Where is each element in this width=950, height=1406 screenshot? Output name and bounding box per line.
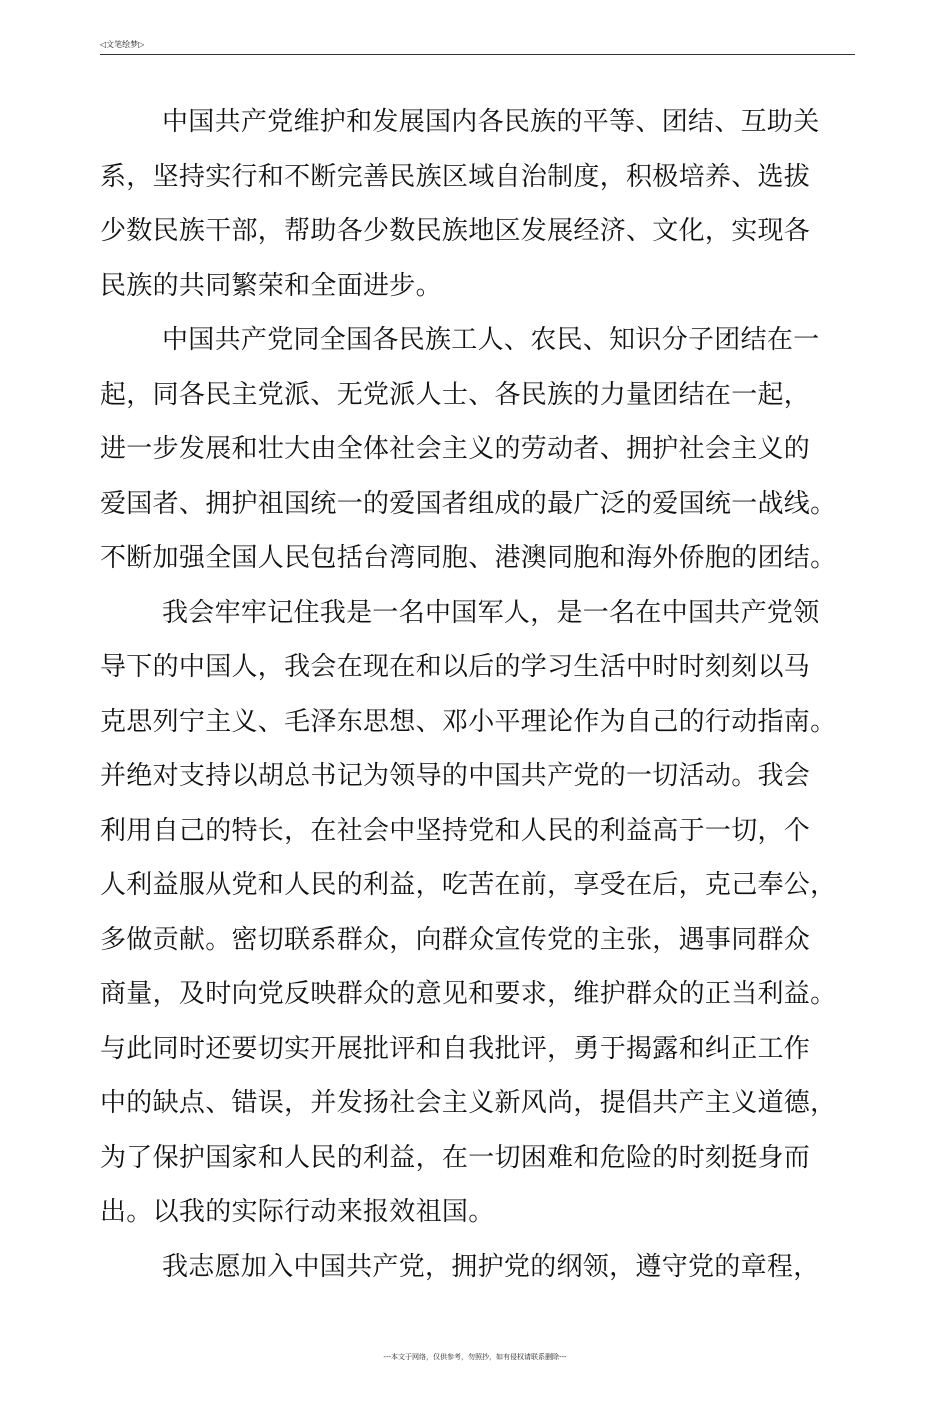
text-line: 并绝对支持以胡总书记为领导的中国共产党的一切活动。我会 <box>100 761 811 791</box>
footer-text: ---本文于网络，仅供参考，勿照抄，如有侵权请联系删除--- <box>383 1353 567 1361</box>
text-line: 人利益服从党和人民的利益，吃苦在前，享受在后，克己奉公， <box>100 870 837 900</box>
text-line: 我会牢牢记住我是一名中国军人，是一名在中国共产党领 <box>162 597 820 628</box>
text-line: 克思列宁主义、毛泽东思想、邓小平理论作为自己的行动指南。 <box>100 706 837 737</box>
text-line: 利用自己的特长，在社会中坚持党和人民的利益高于一切，个 <box>100 815 811 846</box>
header-text: ◁文笔绘梦▷ <box>100 40 145 49</box>
text-line: 不断加强全国人民包括台湾同胞、港澳同胞和海外侨胞的团结。 <box>100 543 837 573</box>
text-line: 与此同时还要切实开展批评和自我批评，勇于揭露和纠正工作 <box>100 1033 811 1064</box>
text-line: 系，坚持实行和不断完善民族区域自治制度，积极培养、选拔 <box>100 161 811 192</box>
paragraph-3 <box>100 586 860 1240</box>
text-line: 进一步发展和壮大由全体社会主义的劳动者、拥护社会主义的 <box>100 434 811 464</box>
text-line: 多做贡献。密切联系群众，向群众宣传党的主张，遇事同群众 <box>100 924 811 955</box>
paragraph-4 <box>100 1240 860 1295</box>
page-footer <box>0 1352 950 1362</box>
paragraph-1 <box>100 95 860 313</box>
text-line: 中国共产党维护和发展国内各民族的平等、团结、互助关 <box>162 107 820 137</box>
text-line: 中的缺点、错误，并发扬社会主义新风尚，提倡共产主义道德， <box>100 1088 837 1118</box>
text-line: 我志愿加入中国共产党，拥护党的纲领，遵守党的章程， <box>162 1251 820 1282</box>
text-line: 为了保护国家和人民的利益，在一切困难和危险的时刻挺身而 <box>100 1142 811 1173</box>
text-line: 商量，及时向党反映群众的意见和要求，维护群众的正当利益。 <box>100 979 837 1009</box>
text-line: 起，同各民主党派、无党派人士、各民族的力量团结在一起， <box>100 379 811 410</box>
text-line: 爱国者、拥护祖国统一的爱国者组成的最广泛的爱国统一战线。 <box>100 488 837 519</box>
document-body <box>100 95 860 1294</box>
text-line: 出。以我的实际行动来报效祖国。 <box>100 1197 495 1227</box>
text-line: 中国共产党同全国各民族工人、农民、知识分子团结在一 <box>162 325 820 355</box>
page-header <box>100 40 855 55</box>
text-line: 导下的中国人，我会在现在和以后的学习生活中时时刻刻以马 <box>100 652 811 682</box>
text-line: 少数民族干部，帮助各少数民族地区发展经济、文化，实现各 <box>100 216 811 246</box>
paragraph-2 <box>100 313 860 586</box>
text-line: 民族的共同繁荣和全面进步。 <box>100 270 442 301</box>
